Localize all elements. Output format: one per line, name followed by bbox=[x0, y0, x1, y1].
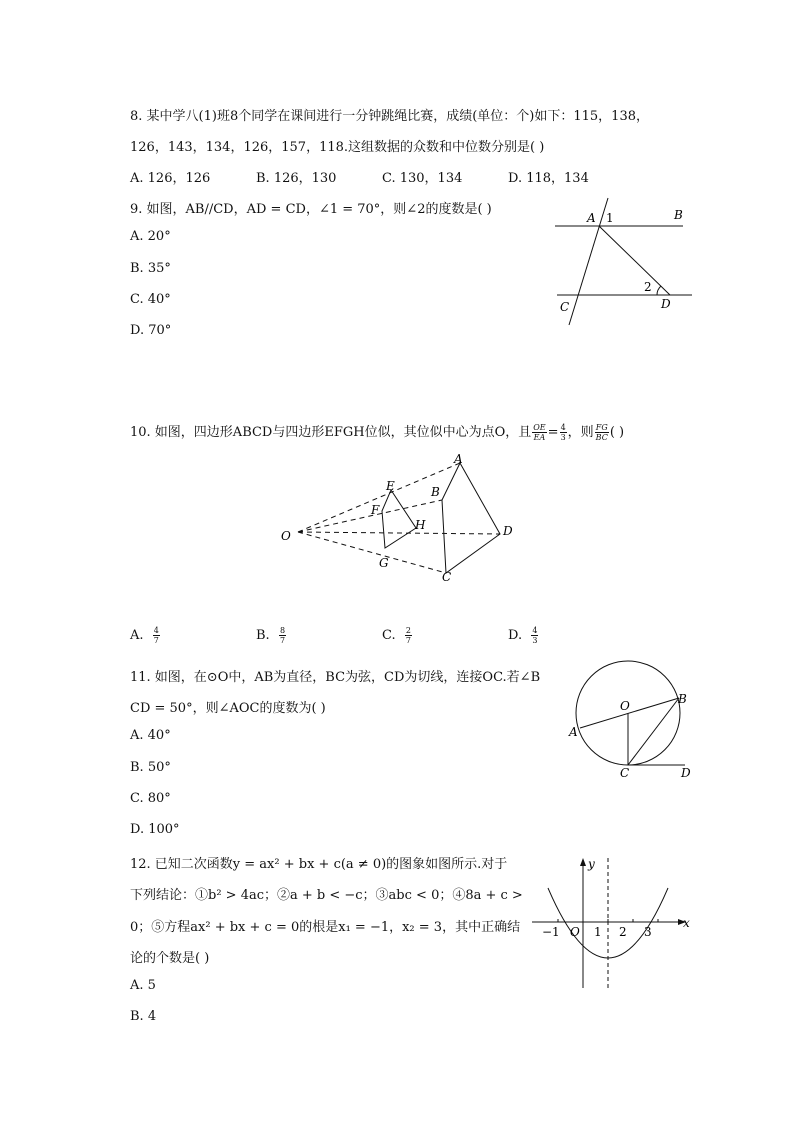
q10-option-a: A. $\frac{4}{7}$ bbox=[130, 626, 159, 645]
q12-option-a: A. 5 bbox=[130, 978, 156, 993]
q9-label-1: 1 bbox=[606, 211, 614, 225]
q10-label-a: A bbox=[454, 452, 463, 466]
q10-ratio-fraction: $\frac{OE}{EA}$ bbox=[533, 423, 546, 442]
q10-label-h: H bbox=[415, 518, 426, 532]
q8-stem-line2: 126，143，134，126，157，118.这组数据的众数和中位数分别是( ) bbox=[130, 140, 545, 155]
q10-option-b: B. $\frac{8}{7}$ bbox=[256, 626, 286, 645]
q10-label-o: O bbox=[281, 529, 291, 543]
q10-option-c: C. $\frac{2}{7}$ bbox=[382, 626, 411, 645]
q11-label-d: D bbox=[681, 766, 691, 780]
q11-option-c: C. 80° bbox=[130, 791, 171, 806]
q12-stem-line3: 0；⑤方程ax² + bx + c = 0的根是x₁ = −1，x₂ = 3，其中正确结 bbox=[130, 920, 521, 935]
q10-label-f: F bbox=[371, 503, 380, 517]
q10-stem-pre: 10. 如图，四边形ABCD与四边形EFGH位似，其位似中心为点O，且 bbox=[130, 425, 532, 440]
q11-stem-line2: CD = 50°，则∠AOC的度数为( ) bbox=[130, 701, 326, 716]
q11-label-o: O bbox=[620, 699, 630, 713]
q9-label-d: D bbox=[661, 297, 671, 311]
q8-option-b: B. 126，130 bbox=[256, 171, 337, 186]
q11-label-c: C bbox=[620, 766, 630, 780]
q9-label-b: B bbox=[674, 208, 683, 222]
q9-option-a: A. 20° bbox=[130, 229, 171, 244]
q12-figure bbox=[530, 850, 695, 990]
q11-option-d: D. 100° bbox=[130, 822, 180, 837]
q11-stem-line1: 11. 如图，在⊙O中，AB为直径，BC为弦，CD为切线，连接OC.若∠B bbox=[130, 670, 541, 685]
q11-option-b: B. 50° bbox=[130, 760, 171, 775]
q11-label-b: B bbox=[678, 692, 687, 706]
q12-label-x: x bbox=[683, 916, 690, 930]
q10-ask-fraction: $\frac{FG}{BC}$ bbox=[595, 423, 608, 442]
q9-angle2-arc bbox=[657, 286, 661, 295]
q10-figure bbox=[270, 448, 530, 588]
q10-quad-efgh bbox=[382, 490, 416, 548]
q12-tick-3: 3 bbox=[644, 925, 652, 939]
q10-label-b: B bbox=[431, 485, 440, 499]
q8-option-a: A. 126，126 bbox=[130, 171, 211, 186]
q8-stem-line1: 8. 某中学八(1)班8个同学在课间进行一分钟跳绳比赛，成绩(单位：个)如下：115，138， bbox=[130, 109, 649, 124]
q10-stem: 10. 如图，四边形ABCD与四边形EFGH位似，其位似中心为点O，且 $\frac{OE}{EA}$ = $\frac{4}{3}$ ，则 $\frac{FG}{BC}$ ( ) bbox=[130, 423, 625, 442]
q9-option-b: B. 35° bbox=[130, 261, 171, 276]
q9-stem: 9. 如图，AB//CD，AD = CD，∠1 = 70°，则∠2的度数是( ) bbox=[130, 202, 492, 217]
q8-option-d: D. 118，134 bbox=[508, 171, 589, 186]
q11-figure bbox=[565, 660, 700, 785]
q10-label-g: G bbox=[379, 556, 389, 570]
q12-stem-line1: 12. 已知二次函数y = ax² + bx + c(a ≠ 0)的图象如图所示.对于 bbox=[130, 857, 508, 872]
q10-label-e: E bbox=[386, 479, 395, 493]
q9-label-a: A bbox=[587, 211, 596, 225]
q9-line-ad bbox=[599, 226, 670, 295]
q12-label-o: O bbox=[570, 925, 580, 939]
q12-y-arrow bbox=[580, 858, 586, 866]
q8-option-c: C. 130，134 bbox=[382, 171, 463, 186]
q12-stem-line4: 论的个数是( ) bbox=[130, 951, 210, 966]
q12-tick-1: 1 bbox=[594, 925, 602, 939]
q11-chord-bc bbox=[628, 698, 679, 765]
q9-option-c: C. 40° bbox=[130, 292, 171, 307]
q12-tick-neg1: −1 bbox=[542, 925, 560, 939]
q9-option-d: D. 70° bbox=[130, 323, 172, 338]
q12-label-y: y bbox=[588, 857, 595, 871]
q12-tick-2: 2 bbox=[619, 925, 627, 939]
q11-label-a: A bbox=[569, 725, 578, 739]
q11-option-a: A. 40° bbox=[130, 728, 171, 743]
q9-label-2: 2 bbox=[644, 280, 652, 294]
q10-label-c: C bbox=[442, 570, 452, 584]
q9-figure bbox=[540, 195, 700, 330]
q10-option-d: D. $\frac{4}{3}$ bbox=[508, 626, 538, 645]
q10-quad-abcd bbox=[442, 463, 500, 573]
q10-label-d: D bbox=[503, 524, 513, 538]
q10-value-fraction: $\frac{4}{3}$ bbox=[560, 423, 566, 442]
q12-stem-line2: 下列结论：①b² > 4ac；②a + b < −c；③abc < 0；④8a + c > bbox=[130, 888, 523, 903]
q12-option-b: B. 4 bbox=[130, 1009, 157, 1024]
q9-label-c: C bbox=[560, 300, 570, 314]
